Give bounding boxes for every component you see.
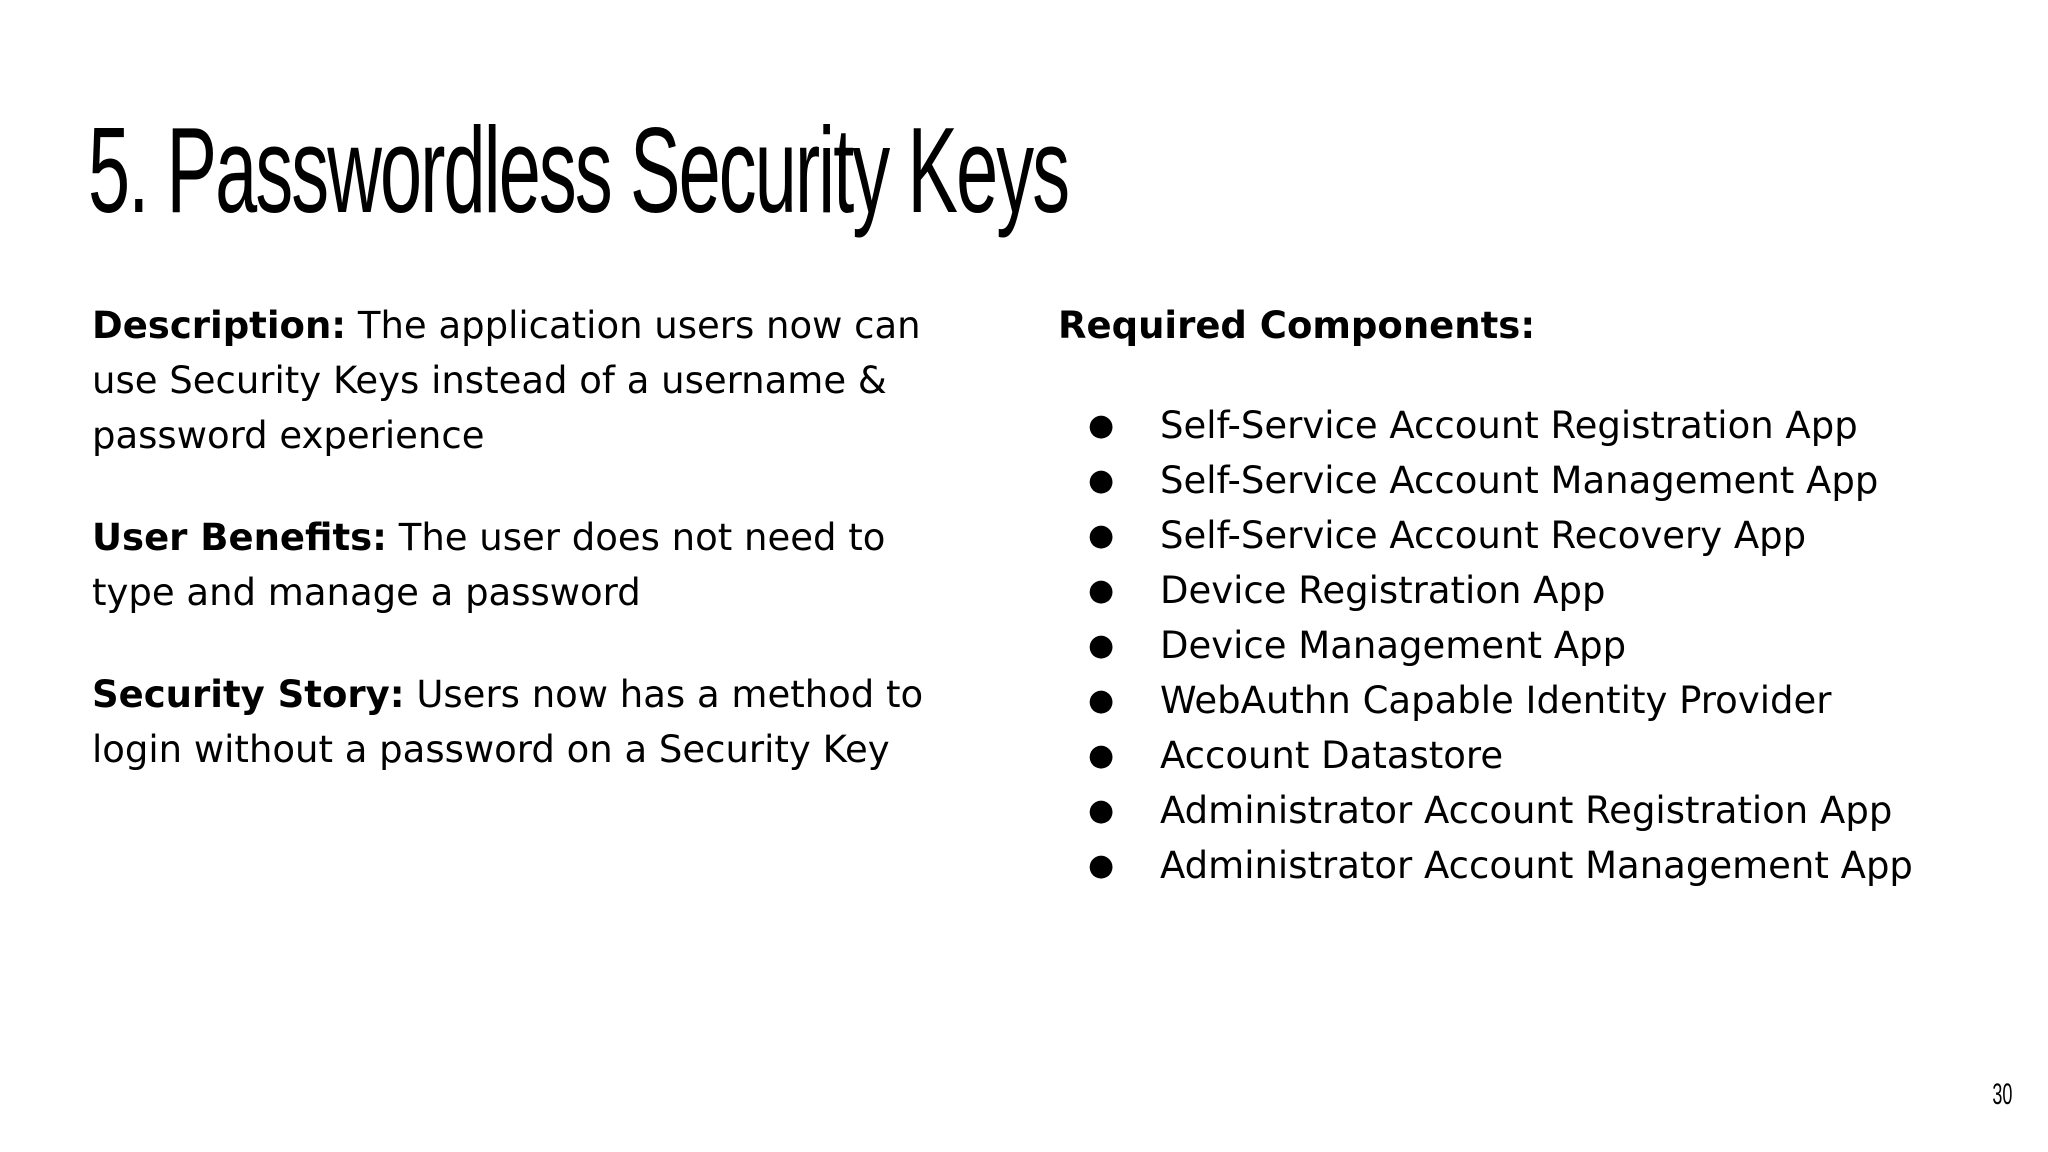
list-item: [1058, 783, 1998, 838]
user-benefits-label: User Benefits:: [92, 516, 387, 559]
page-number: 30: [1991, 1078, 2012, 1111]
bullet-icon: ●: [1088, 408, 1115, 443]
list-item: [1058, 618, 1998, 673]
list-item: [1058, 838, 1998, 893]
bullet-icon: ●: [1088, 463, 1115, 498]
bullet-icon: ●: [1088, 573, 1115, 608]
components-list: [1058, 398, 1998, 893]
user-benefits-text: The user does not need to type and manage a password: [92, 516, 886, 614]
list-item-text: Self-Service Account Management App: [1160, 459, 1879, 502]
bullet-icon: ●: [1088, 683, 1115, 718]
list-item-text: Self-Service Account Recovery App: [1160, 514, 1807, 557]
list-item-text: Administrator Account Management App: [1160, 844, 1913, 887]
bullet-icon: ●: [1088, 628, 1115, 663]
user-benefits-paragraph: [92, 510, 972, 620]
bullet-icon: ●: [1088, 793, 1115, 828]
security-story-paragraph: [92, 667, 972, 777]
list-item: [1058, 508, 1998, 563]
slide-title: 5. Passwordless Security Keys: [88, 102, 1069, 238]
list-item-text: Device Registration App: [1160, 569, 1606, 612]
list-item-text: Device Management App: [1160, 624, 1627, 667]
left-column: [92, 298, 972, 824]
security-story-label: Security Story:: [92, 673, 405, 716]
bullet-icon: ●: [1088, 518, 1115, 553]
description-paragraph: [92, 298, 972, 463]
list-item: [1058, 398, 1998, 453]
bullet-icon: ●: [1088, 738, 1115, 773]
list-item-text: Account Datastore: [1160, 734, 1504, 777]
list-item-text: Self-Service Account Registration App: [1160, 404, 1858, 447]
list-item: [1058, 453, 1998, 508]
description-label: Description:: [92, 304, 347, 347]
security-story-text: Users now has a method to login without a password on a Security Key: [92, 673, 924, 771]
list-item: [1058, 563, 1998, 618]
list-item: [1058, 673, 1998, 728]
required-components-heading: Required Components:: [1058, 304, 1536, 347]
list-item-text: WebAuthn Capable Identity Provider: [1160, 679, 1832, 722]
description-text: The application users now can use Security Keys instead of a username & password experience: [92, 304, 921, 457]
list-item-text: Administrator Account Registration App: [1160, 789, 1893, 832]
right-column: [1058, 298, 1998, 893]
list-item: [1058, 728, 1998, 783]
bullet-icon: ●: [1088, 848, 1115, 883]
